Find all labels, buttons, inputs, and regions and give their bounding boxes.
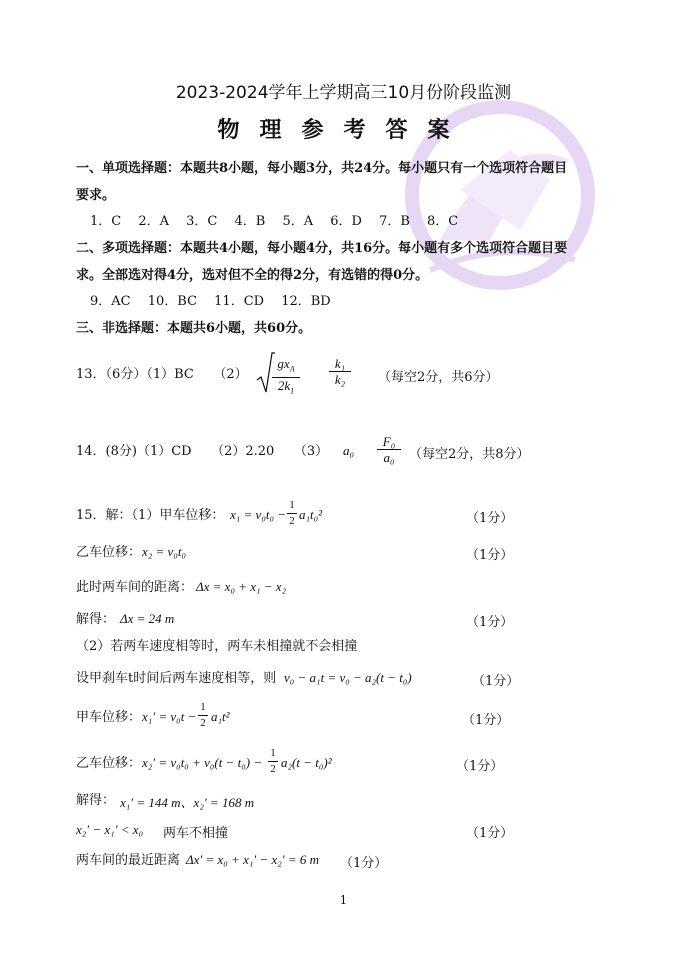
q15-line2-eq: x₂ = v₀t₀ (142, 544, 186, 559)
q15-line8-eq-a: x₂′ = v₀t₀ + v₀(t − t₀) − (142, 755, 263, 770)
q15-line1-text: 15．解：（1）甲车位移： (76, 508, 225, 523)
q15-line1-half: $\frac{1}{2}$ (287, 498, 297, 529)
q15-line7-half: $\frac{1}{2}$ (198, 700, 208, 731)
q15-line7-text: 甲车位移： (76, 710, 142, 725)
q14-prefix: 14．(8分)（1）CD （2）2.20 （3） (76, 444, 329, 459)
q15-line4-text: 解得： (76, 612, 116, 627)
q15-line6-eq: v₀ − a₁t = v₀ − a₂(t − t₀) (284, 670, 412, 685)
q15-line7-points: （1分） (462, 713, 510, 728)
q13-score-note: （每空2分，共6分） (378, 370, 499, 385)
q15-line1-eq-a: x₁ = v₀t₀ − (230, 507, 287, 522)
q15-line3-eq: Δx = x₀ + x₁ − x₂ (196, 579, 287, 594)
q14-score-note: （每空2分，共8分） (409, 447, 530, 462)
q15-line7-eq-b: a₁t² (211, 709, 230, 724)
q15-line3-text: 此时两车间的距离： (76, 580, 194, 595)
q13-sqrt-fraction: $gx_A$ $2k_1$ (272, 356, 300, 398)
q15-line9-eq: x₁′ = 144 m、x₂′ = 168 m (120, 795, 255, 810)
q14-a0: a₀ (343, 443, 355, 458)
q15-line4-eq: Δx = 24 m (120, 611, 175, 626)
q15-line10-points: （1分） (466, 826, 514, 841)
q15-line2-text: 乙车位移： (76, 545, 142, 560)
section3-heading: 三、非选择题：本题共6小题，共60分。 (76, 321, 312, 336)
q15-line2-points: （1分） (466, 548, 514, 563)
page-number: 1 (339, 893, 348, 907)
q15-line8-points: （1分） (456, 759, 504, 774)
q15-line6-points: （1分） (472, 674, 520, 689)
section1-heading-line2: 要求。 (76, 188, 116, 203)
q15-line11-eq: Δx′ = x₀ + x₁′ − x₂′ = 6 m (186, 852, 320, 867)
q13-prefix: 13．（6分）（1）BC （2） (76, 367, 248, 382)
q15-line6-text: 设甲刹车t时间后两车速度相等，则 (76, 671, 277, 686)
q15-line4-points: （1分） (466, 615, 514, 630)
q15-line5-text: （2）若两车速度相等时，两车未相撞就不会相撞 (76, 639, 358, 654)
section1-answers: 1．C 2．A 3．C 4．B 5．A 6．D 7．B 8．C (90, 214, 459, 229)
q15-line7-eq-a: x₁′ = v₀t − (142, 709, 197, 724)
section2-heading-line2: 求。全部选对得4分，选对但不全的得2分，有选错的得0分。 (76, 268, 429, 283)
q15-line11-text: 两车间的最近距离 (76, 853, 181, 868)
q15-line8-eq-b: a₂(t − t₀)² (281, 755, 332, 770)
q15-line1-eq-b: a₁t₀² (299, 507, 323, 522)
section2-answers: 9．AC 10．BC 11．CD 12．BD (90, 294, 331, 309)
section2-heading-line1: 二、多项选择题：本题共4小题，每小题4分，共16分。每小题有多个选项符合题目要 (76, 241, 568, 256)
q15-line11-points: （1分） (340, 856, 388, 871)
q15-line8-half: $\frac{1}{2}$ (268, 746, 278, 777)
section1-heading-line1: 一、单项选择题：本题共8小题，每小题3分，共24分。每小题只有一个选项符合题目 (76, 161, 568, 176)
q15-line10-text: 两车不相撞 (150, 826, 229, 841)
q15-line10-eq: x₂′ − x₁′ < x₀ (76, 822, 144, 837)
q14-fraction: $\frac{\text{F₀}}{\text{a₀}}$ (377, 434, 401, 465)
subject-title: 物理参考答案 (217, 117, 470, 143)
q15-line8-text: 乙车位移： (76, 756, 142, 771)
q15-line1-points: （1分） (466, 511, 514, 526)
q13-k-fraction: $\frac{\text{k₁}}{\text{k₂}}$ (329, 356, 351, 387)
exam-title: 2023-2024学年上学期高三10月份阶段监测 (175, 83, 512, 103)
q15-line9-text: 解得： (76, 793, 116, 808)
